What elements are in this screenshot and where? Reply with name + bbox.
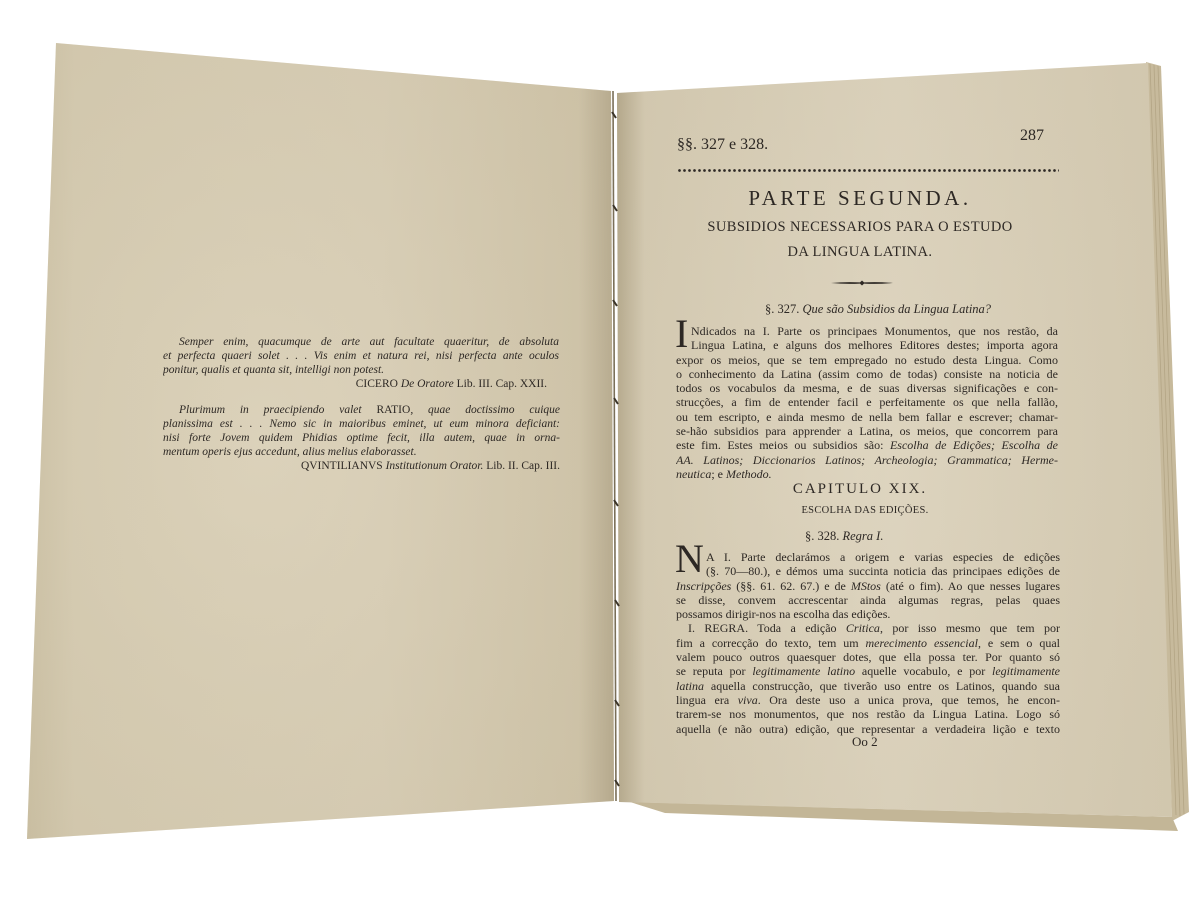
chapter-title: CAPITULO XIX. bbox=[792, 481, 928, 497]
text-run: fim a correcção do texto, tem um bbox=[676, 635, 866, 650]
text-run: valem pouco outros quaesquer dotes, que ella possa ter. Por quanto só bbox=[676, 650, 1060, 665]
italic-text: Escolha de Edições; Escolha de bbox=[889, 438, 1058, 453]
text-line bbox=[676, 679, 1060, 693]
text-run: se reputa por bbox=[676, 664, 753, 679]
text-line bbox=[676, 367, 1058, 381]
text-run: . Ora deste uso a unica prova, que temos, he encon- bbox=[757, 692, 1060, 707]
text-line bbox=[676, 438, 1058, 452]
text-run: A I. Parte declarámos a origem e varias especies de edições bbox=[706, 550, 1060, 564]
drop-cap-initial: I bbox=[675, 311, 689, 356]
text-run: este fim. Estes meios ou subsidios são: bbox=[676, 438, 890, 453]
text-line bbox=[163, 431, 560, 445]
page-number: 287 bbox=[1020, 127, 1044, 144]
text-line bbox=[676, 424, 1058, 438]
text-run: possamos dirigir-nos na escolha das edições. bbox=[676, 607, 891, 622]
text-run: Lingua Latina, e alguns dos melhores Editores destes; importa agora bbox=[691, 338, 1058, 353]
italic-text: viva bbox=[737, 692, 758, 707]
text-run: ponitur, qualis et quanta sit, intelligi non potest. bbox=[163, 364, 385, 376]
section-327-heading bbox=[765, 302, 991, 317]
text-run: Ndicados na I. Parte os principaes Monumentos, que nos restão, da bbox=[691, 324, 1058, 338]
text-line bbox=[676, 467, 1058, 481]
dotted-rule bbox=[677, 168, 1059, 173]
italic-text: legitimamente bbox=[992, 664, 1060, 679]
roman-text: RATIO bbox=[376, 404, 411, 416]
text-run: De Oratore bbox=[400, 378, 454, 390]
section-title: Que são Subsidios da Lingua Latina? bbox=[802, 302, 992, 316]
text-line bbox=[163, 403, 560, 417]
roman-text: Lib. III. Cap. XXII. bbox=[453, 378, 547, 390]
text-line bbox=[676, 607, 1060, 621]
section-title: Regra I. bbox=[842, 529, 884, 543]
text-run: et perfecta quaeri solet . . . Vis enim et natura rei, nisi perfecta ante oculos bbox=[163, 350, 559, 362]
section-327-paragraph bbox=[676, 324, 1058, 481]
italic-text: legitimamente latino bbox=[752, 664, 856, 679]
italic-text: MStos bbox=[850, 578, 881, 593]
text-run: expor os meios, que se tem empregado no estudo desta Lingua. Como bbox=[676, 352, 1058, 367]
roman-text: CICERO bbox=[355, 378, 401, 390]
cicero-attribution bbox=[163, 377, 547, 391]
text-run: o conhecimento da Latina (assim como de todas) consiste na noticia de bbox=[676, 366, 1058, 381]
section-number: §. 327. bbox=[765, 302, 803, 316]
text-run: (até o fim). Ao que nesses lugares bbox=[880, 578, 1060, 593]
cicero-quote bbox=[163, 335, 559, 377]
part-title: PARTE SEGUNDA. bbox=[748, 186, 972, 210]
signature-mark: Oo 2 bbox=[852, 734, 878, 749]
text-line bbox=[163, 417, 560, 431]
text-run: Institutionum Orator. bbox=[385, 460, 484, 472]
text-line bbox=[676, 395, 1058, 409]
text-run: , e sem o qual bbox=[977, 635, 1060, 650]
italic-text: Critica bbox=[845, 621, 880, 636]
text-run: , quae doctissimo cuique bbox=[410, 404, 560, 416]
text-line bbox=[676, 564, 1060, 578]
italic-text: neutica bbox=[676, 466, 712, 481]
text-run: se disse, convem accrescentar ainda algumas regras, pelas quaes bbox=[676, 592, 1060, 607]
roman-text: Lib. II. Cap. III. bbox=[483, 460, 560, 472]
text-line bbox=[676, 410, 1058, 424]
text-line bbox=[676, 650, 1060, 664]
text-run: planissima est . . . Nemo sic in maioribus eminet, ut eum minora deficiant: bbox=[163, 418, 560, 430]
text-run: Plurimum in praecipiendo valet bbox=[179, 404, 377, 416]
text-line bbox=[163, 363, 559, 377]
section-328-heading bbox=[805, 529, 883, 544]
text-run: ou tem escripto, e ainda mesmo de nella bem fallar e escrever; chamar- bbox=[676, 409, 1058, 424]
text-run: Semper enim, quacumque de arte aut facultate quaeritur, de absoluta bbox=[179, 336, 559, 348]
italic-text: Methodo. bbox=[726, 466, 772, 481]
text-run: (§§. 61. 62. 67.) e de bbox=[731, 578, 851, 593]
part-subtitle-line-1: SUBSIDIOS NECESSARIOS PARA O ESTUDO bbox=[707, 219, 1013, 235]
text-run: ; e bbox=[711, 466, 726, 481]
text-run: todos os vocabulos da mesma, e de suas diversas significações e con- bbox=[676, 381, 1058, 396]
text-run: strucções, a fim de entender facil e perfeitamente os que nella fallão, bbox=[676, 395, 1058, 410]
italic-text: merecimento essencial bbox=[865, 635, 978, 650]
text-run: , por isso mesmo que tem por bbox=[879, 621, 1060, 636]
ornament-rule bbox=[830, 279, 894, 287]
text-run: aquella construcção, que tiverão uso entre os Latinos, quando sua bbox=[704, 678, 1060, 693]
italic-text: Inscripções bbox=[676, 578, 732, 593]
text-line bbox=[676, 324, 1058, 338]
drop-cap-initial: N bbox=[675, 536, 704, 581]
quintilian-quote bbox=[163, 403, 560, 459]
text-line bbox=[163, 377, 547, 391]
part-subtitle-line-2: DA LINGUA LATINA. bbox=[787, 244, 933, 260]
text-line bbox=[676, 664, 1060, 678]
text-line bbox=[676, 338, 1058, 352]
text-line bbox=[676, 579, 1060, 593]
running-head: §§. 327 e 328. bbox=[677, 136, 769, 153]
text-line bbox=[676, 593, 1060, 607]
text-run: aquella (e não outra) edição, que representar a verdadeira lição e texto bbox=[676, 721, 1060, 736]
italic-text: latina bbox=[676, 678, 705, 693]
section-328-paragraph bbox=[676, 550, 1060, 736]
text-run: trarem-se nos monumentos, que nos restão da Lingua Latina. Logo só bbox=[676, 707, 1060, 722]
text-run: I. REGRA. Toda a edição bbox=[688, 621, 846, 636]
text-run: lingua era bbox=[676, 692, 738, 707]
text-line bbox=[676, 621, 1060, 635]
text-run: mentum operis ejus accedunt, alius melius elaborasset. bbox=[163, 446, 417, 458]
italic-text: AA. Latinos; Diccionarios Latinos; Archeologia; Grammatica; Herme- bbox=[676, 452, 1058, 467]
quintilian-attribution bbox=[163, 459, 560, 473]
text-line bbox=[163, 459, 560, 473]
chapter-subtitle: ESCOLHA DAS EDIÇÕES. bbox=[801, 505, 929, 516]
text-line bbox=[676, 381, 1058, 395]
text-line bbox=[676, 550, 1060, 564]
text-line bbox=[676, 693, 1060, 707]
text-line bbox=[163, 335, 559, 349]
text-run: aquelle vocabulo, e por bbox=[855, 664, 993, 679]
text-line bbox=[676, 636, 1060, 650]
text-line bbox=[163, 349, 559, 363]
text-line bbox=[676, 707, 1060, 721]
text-run: (§. 70—80.), e démos uma succinta noticia das principaes edições de bbox=[706, 564, 1060, 579]
text-line bbox=[676, 353, 1058, 367]
section-number: §. 328. bbox=[805, 529, 843, 543]
text-line bbox=[676, 453, 1058, 467]
text-run: se-hão subsidios para apprender a Latina, os meios, que concorrem para bbox=[676, 424, 1058, 439]
roman-text: QVINTILIANVS bbox=[300, 460, 386, 472]
text-line bbox=[163, 445, 560, 459]
text-run: nisi forte Jovem quidem Phidias optime fecit, illa autem, quae in orna- bbox=[163, 432, 560, 444]
